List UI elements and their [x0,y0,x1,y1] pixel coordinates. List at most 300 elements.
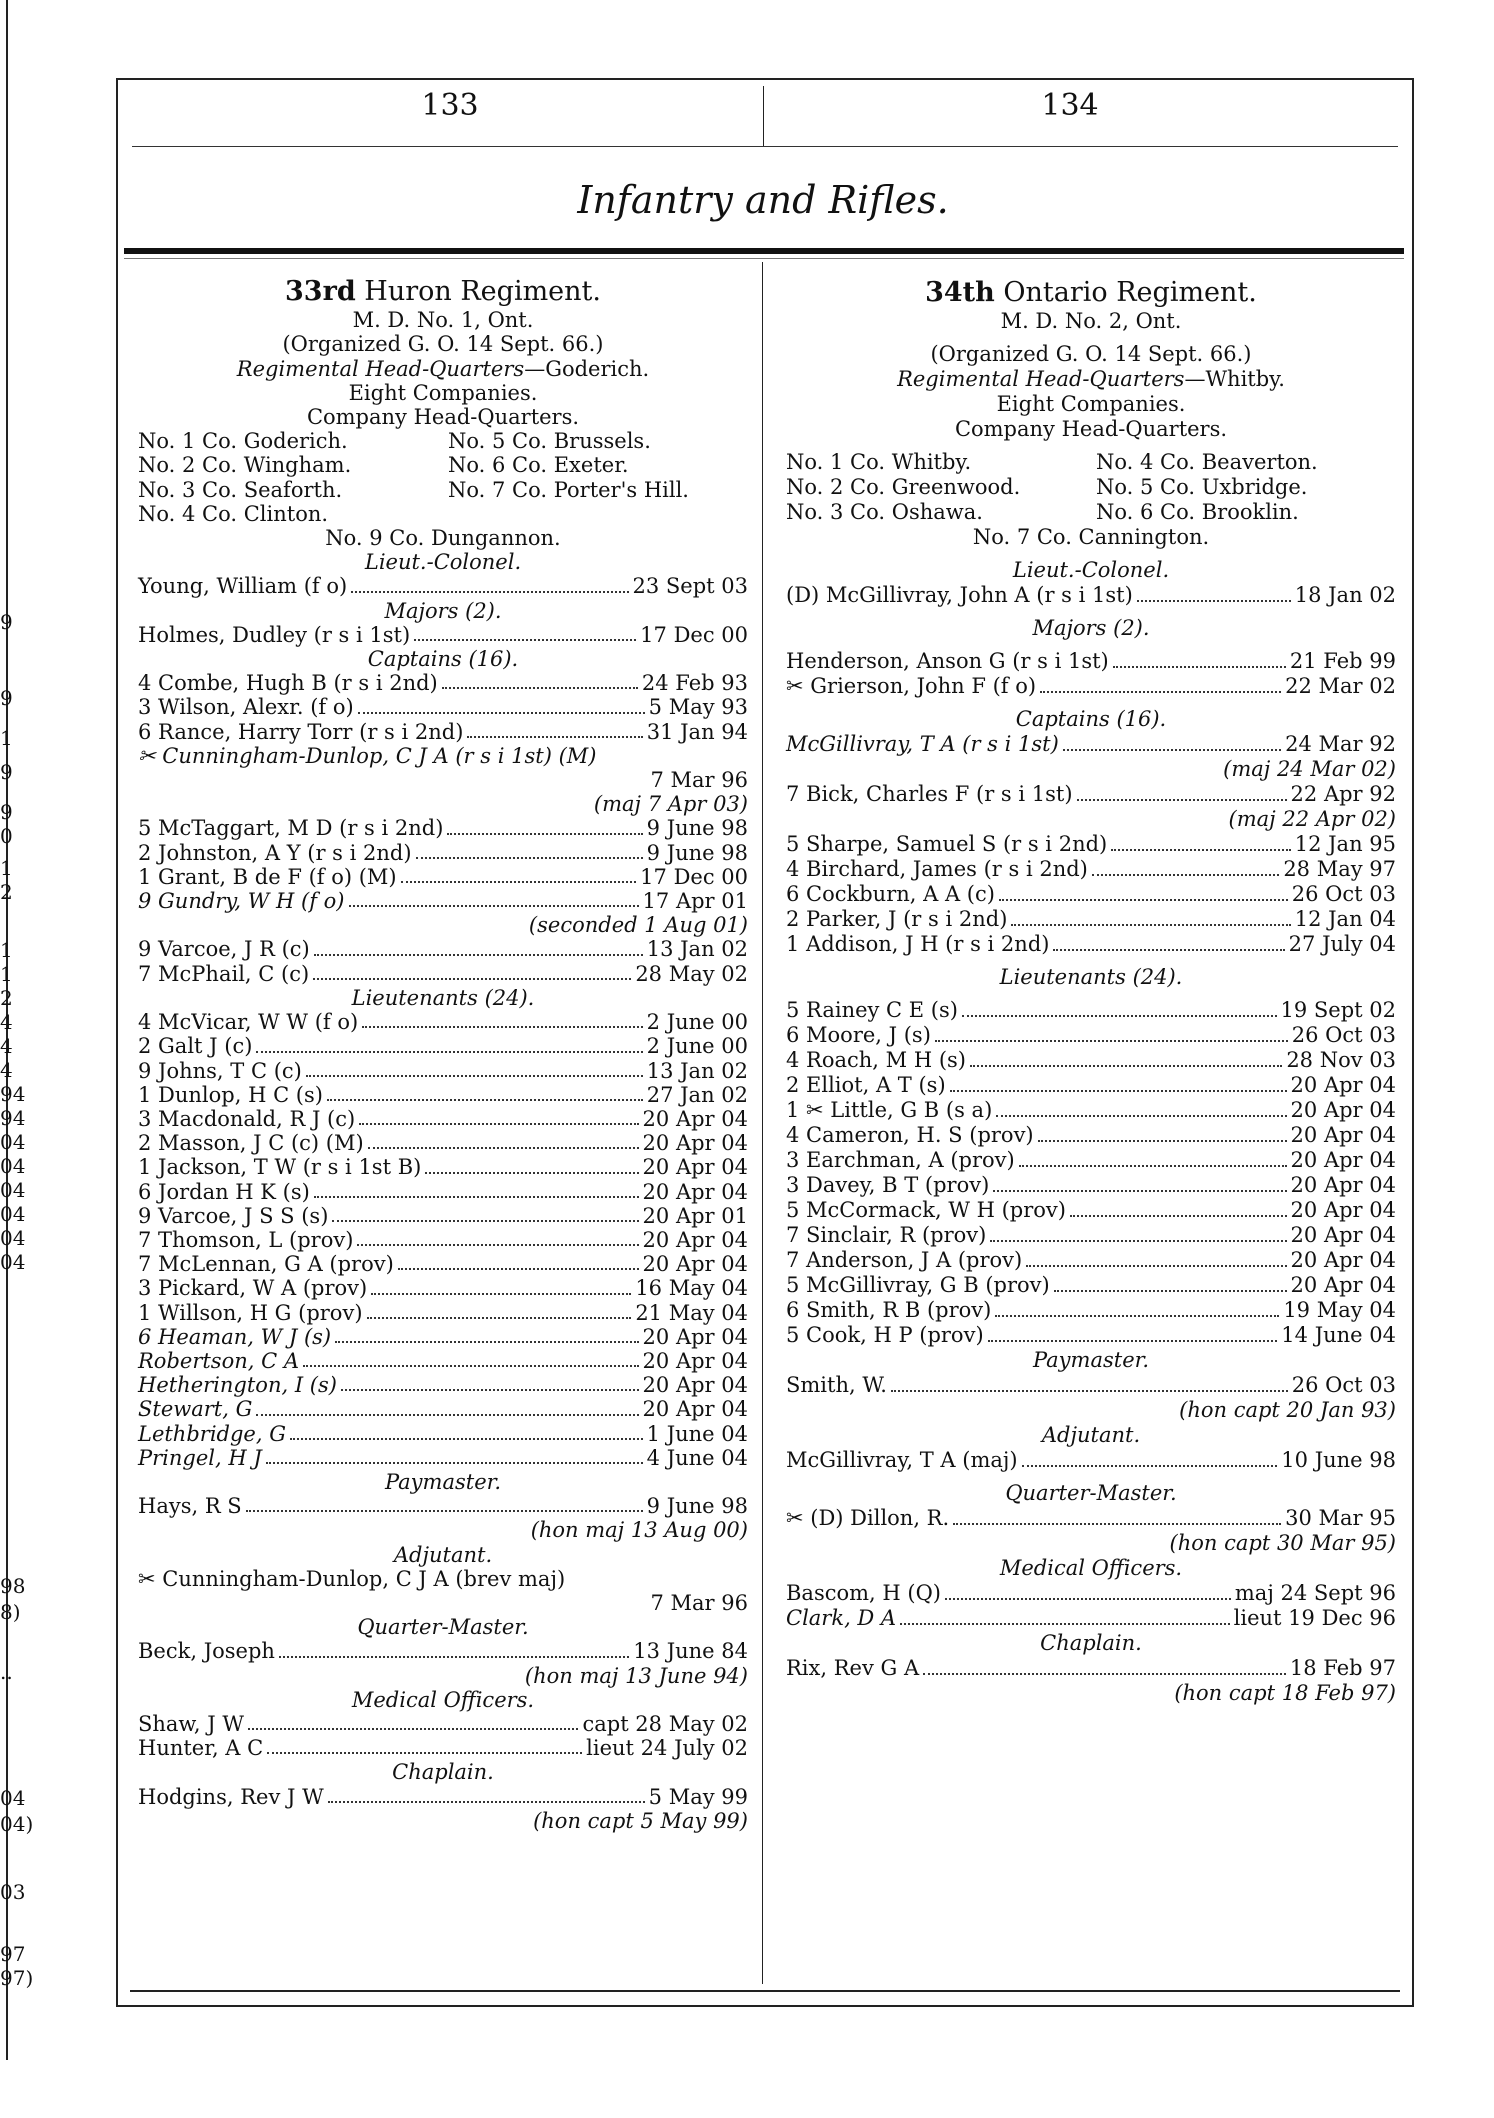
commission-date: 12 Jan 04 [1294,907,1396,931]
commission-date: 20 Apr 04 [642,1397,748,1422]
dot-leader [367,1301,632,1319]
dot-leader [945,1581,1231,1600]
dot-leader [332,1204,638,1222]
officer-entry [138,1107,748,1131]
officer-name: 5 Sharpe, Samuel S (r s i 2nd) [786,832,1108,856]
officer-name: 7 Anderson, J A (prov) [786,1248,1023,1272]
lt-col-heading: Lieut.-Colonel. [364,550,522,575]
officer-entry [786,782,1396,807]
officer-name: 7 McLennan, G A (prov) [138,1252,394,1277]
officer-name: 9 Varcoe, J R (c) [138,937,310,962]
margin-fragment: 4 [0,1058,13,1082]
majors-list [138,623,748,647]
hq-label: Regimental Head-Quarters [897,367,1185,391]
officer-entry [786,583,1396,608]
officer-name: 3 Macdonald, R J (c) [138,1106,356,1131]
dot-leader [970,1048,1282,1067]
officer-name: 6 Smith, R B (prov) [786,1298,992,1322]
company-list [786,450,1396,525]
dot-leader [447,816,642,834]
margin-fragment: 04 [0,1202,26,1226]
dot-leader [266,1446,643,1464]
dot-leader [1019,1148,1287,1167]
officer-name: 2 Parker, J (r s i 2nd) [786,907,1008,931]
commission-date: 13 June 84 [633,1639,748,1664]
commission-date: 20 Apr 04 [1290,1273,1396,1297]
commission-date: 20 Apr 04 [1290,1148,1396,1172]
officer-entry [786,1048,1396,1073]
officer-name: Hunter, A C [138,1736,264,1761]
officer-entry [786,1123,1396,1148]
regiment-number: 34th [925,277,995,308]
seconded-note: (seconded 1 Aug 01) [528,913,748,938]
margin-fragment: 04 [0,1250,26,1274]
officer-name: 9 Gundry, W H (f o) [138,889,345,914]
officer-entry [138,1059,748,1083]
dot-leader [1026,1248,1286,1267]
margin-fragment: .. [0,1660,13,1684]
dot-leader [358,695,645,713]
commission-date: 12 Jan 95 [1294,832,1396,856]
paymaster-heading: Paymaster. [1032,1348,1150,1372]
dot-leader [900,1606,1230,1625]
commission-date: 13 Jan 02 [646,937,748,962]
majors-heading: Majors (2). [1032,616,1150,640]
dot-leader [368,1131,639,1149]
officer-name: 1 Addison, J H (r s i 2nd) [786,932,1050,956]
margin-fragment: 04) [0,1812,34,1836]
officer-entry [138,865,748,889]
captains-list-3 [138,937,748,985]
officer-entry [786,1073,1396,1098]
officer-name: 3 Pickard, W A (prov) [138,1276,368,1301]
officer-name: 1 ✂ Little, G B (s a) [786,1098,993,1122]
officer-entry [138,1712,748,1736]
medical-list [786,1581,1396,1631]
officer-entry [138,1180,748,1204]
company-hq-item: No. 1 Co. Goderich. [138,429,348,454]
margin-fragment: 1 [0,938,13,962]
officer-entry [138,1494,748,1518]
dot-leader [1111,832,1291,851]
dot-leader [248,1712,579,1730]
commission-date: 17 Dec 00 [640,622,748,647]
medical-heading: Medical Officers. [351,1687,535,1712]
dot-leader [303,1349,639,1367]
commission-date: 20 Apr 04 [642,1131,748,1156]
commission-date: lieut 19 Dec 96 [1233,1606,1396,1630]
commission-date: 20 Apr 04 [642,1373,748,1398]
quarter-master-heading: Quarter-Master. [1005,1481,1177,1505]
commission-date: 2 June 00 [646,1034,748,1059]
margin-fragment: 98 [0,1574,26,1598]
company-hq-item: No. 6 Co. Brooklin. [1096,500,1299,524]
commission-date: 21 May 04 [635,1300,748,1325]
commission-date: 20 Apr 04 [642,1324,748,1349]
commission-date: 17 Apr 01 [642,889,748,914]
officer-entry [138,962,748,986]
officer-name: 2 Masson, J C (c) (M) [138,1131,364,1156]
dot-leader [1054,1273,1287,1292]
commission-date: lieut 24 July 02 [586,1736,748,1761]
hq-place: —Goderich. [524,356,650,381]
officer-name: 7 Sinclair, R (prov) [786,1223,987,1247]
officer-name: 7 McPhail, C (c) [138,961,310,986]
commission-date: 26 Oct 03 [1291,1373,1396,1397]
margin-fragment: 0 [0,824,13,848]
officer-entry [786,1273,1396,1298]
adjutant-heading: Adjutant. [1041,1423,1141,1447]
commission-date: 27 Jan 02 [646,1082,748,1107]
commission-date: maj 24 Sept 96 [1234,1581,1396,1605]
company-hq-item: No. 4 Co. Beaverton. [1096,450,1318,474]
dot-leader [1092,857,1279,876]
dot-leader [467,720,642,738]
officer-name: 6 Rance, Harry Torr (r s i 2nd) [138,719,464,744]
section-title: Infantry and Rifles. [577,178,949,222]
captain-entry-2 [786,782,1396,807]
officer-entry [786,832,1396,857]
officer-entry [786,732,1396,757]
officer-entry [138,1301,748,1325]
lieutenants-list [786,998,1396,1348]
officer-name: Bascom, H (Q) [786,1581,941,1605]
captains-heading: Captains (16). [1015,707,1167,731]
margin-fragment: 94 [0,1106,26,1130]
majors-heading: Majors (2). [384,598,502,623]
officer-entry [138,574,748,598]
officer-entry [138,1204,748,1228]
officer-name: 9 Varcoe, J S S (s) [138,1203,329,1228]
officer-name: 5 McTaggart, M D (r s i 2nd) [138,816,444,841]
captain-1-maj: (maj 24 Mar 02) [1223,757,1396,781]
officer-entry [138,1010,748,1034]
officer-name: 7 Thomson, L (prov) [138,1227,354,1252]
officer-entry [786,1606,1396,1631]
commission-date: 24 Mar 92 [1285,732,1396,756]
company-hq-item: No. 4 Co. Clinton. [138,501,329,526]
officer-entry [786,907,1396,932]
officer-entry [786,674,1396,699]
page-number-separator [763,86,764,146]
dot-leader [996,1098,1286,1117]
officer-entry [138,1155,748,1179]
dot-leader [1113,649,1286,668]
officer-name: 6 Heaman, W J (s) [138,1324,332,1349]
left-margin-fragments [0,0,60,2118]
captains-list [786,832,1396,957]
officer-entry [786,932,1396,957]
commission-date: 20 Apr 01 [642,1203,748,1228]
captains-list-2 [138,816,748,913]
officer-name: 5 Cook, H P (prov) [786,1323,984,1347]
dot-leader [416,841,643,859]
officer-entry [138,1228,748,1252]
dot-leader [349,889,639,907]
company-hq-item: No. 3 Co. Seaforth. [138,477,343,502]
chaplain-hon: (hon capt 18 Feb 97) [1174,1681,1396,1705]
cunningham-date: 7 Mar 96 [650,768,748,793]
captain-entry-1 [786,732,1396,757]
company-hq-item: No. 7 Co. Porter's Hill. [448,477,689,502]
chaplain-entry [786,1656,1396,1681]
chaplain-hon: (hon capt 5 May 99) [533,1808,748,1833]
officer-name: 4 McVicar, W W (f o) [138,1010,359,1035]
medical-list [138,1712,748,1760]
officer-name: ✂ Grierson, John F (f o) [786,674,1037,698]
captains-list [138,671,748,744]
commission-date: 20 Apr 04 [642,1348,748,1373]
dot-leader [988,1323,1278,1342]
dot-leader [314,1180,639,1198]
quarter-master-heading: Quarter-Master. [357,1615,529,1640]
margin-fragment: 8) [0,1600,21,1624]
officer-entry [138,816,748,840]
officer-name: Hetherington, I (s) [138,1373,337,1398]
commission-date: 20 Apr 04 [642,1227,748,1252]
lieutenants-list [138,1010,748,1470]
dot-leader [1063,732,1281,751]
dot-leader [442,671,638,689]
officer-name: 1 Willson, H G (prov) [138,1300,363,1325]
officer-entry [138,937,748,961]
company-hq-item: No. 6 Co. Exeter. [448,453,629,478]
commission-date: 31 Jan 94 [646,719,748,744]
margin-fragment: 4 [0,1010,13,1034]
officer-name: Young, William (f o) [138,574,348,599]
margin-fragment: 04 [0,1786,26,1810]
company-hq-item: No. 5 Co. Uxbridge. [1096,475,1308,499]
commission-date: 26 Oct 03 [1291,1023,1396,1047]
thick-rule [124,248,1404,254]
officer-name: 4 Cameron, H. S (prov) [786,1123,1034,1147]
commission-date: 19 May 04 [1283,1298,1396,1322]
officer-entry [786,1506,1396,1531]
lt-col-list [138,574,748,598]
officer-name: 9 Johns, T C (c) [138,1058,302,1083]
margin-fragment: 03 [0,1880,26,1904]
dot-leader [256,1397,638,1415]
commission-date: 20 Apr 04 [1290,1248,1396,1272]
margin-fragment: 1 [0,962,13,986]
officer-name: Smith, W. [786,1373,887,1397]
officer-entry [138,889,748,913]
officer-entry [786,1173,1396,1198]
officer-entry [786,1148,1396,1173]
dot-leader [414,623,636,641]
quarter-master-entry [138,1639,748,1663]
officer-entry [138,720,748,744]
officer-name: Robertson, C A [138,1348,300,1373]
officer-entry [786,998,1396,1023]
commission-date: 20 Apr 04 [642,1106,748,1131]
officer-entry [138,1736,748,1760]
chaplain-entry [138,1785,748,1809]
officer-name: 3 Davey, B T (prov) [786,1173,990,1197]
commission-date: 9 June 98 [646,816,748,841]
company-hq-item: No. 2 Co. Greenwood. [786,475,1021,499]
dot-leader [923,1656,1286,1675]
commission-date: 28 May 97 [1283,857,1396,881]
commission-date: 23 Sept 03 [632,574,748,599]
margin-fragment: 94 [0,1082,26,1106]
adjutant-heading: Adjutant. [393,1542,493,1567]
officer-name: McGillivray, T A (r s i 1st) [786,732,1059,756]
company-last: No. 7 Co. Cannington. [972,525,1210,549]
company-last: No. 9 Co. Dungannon. [325,526,561,551]
dot-leader [401,865,637,883]
dot-leader [962,998,1277,1017]
officer-name: Pringel, H J [138,1445,262,1470]
dot-leader [313,962,631,980]
commission-date: 14 June 04 [1281,1323,1396,1347]
company-hq-item: No. 1 Co. Whitby. [786,450,972,474]
regiment-number: 33rd [285,276,356,307]
officer-name: 6 Cockburn, A A (c) [786,882,995,906]
officer-name: 1 Jackson, T W (r s i 1st B) [138,1155,422,1180]
officer-name: 7 Bick, Charles F (r s i 1st) [786,782,1073,806]
lt-col-list [786,583,1396,608]
officer-entry [138,1422,748,1446]
officer-entry [138,1397,748,1421]
officer-entry [138,1373,748,1397]
commission-date: capt 28 May 02 [582,1711,748,1736]
paymaster-entry [786,1373,1396,1398]
lieutenants-heading: Lieutenants (24). [999,965,1183,989]
commission-date: 20 Apr 04 [1290,1223,1396,1247]
margin-fragment: 4 [0,1034,13,1058]
dot-leader [953,1506,1281,1525]
regimental-hq [138,357,748,381]
officer-entry [138,841,748,865]
dot-leader [1070,1198,1287,1217]
dot-leader [328,1785,645,1803]
commission-date: 18 Feb 97 [1289,1656,1396,1680]
commission-date: 9 June 98 [646,840,748,865]
officer-entry [786,1323,1396,1348]
thin-rule [124,258,1404,259]
dot-leader [256,1034,642,1052]
captains-heading: Captains (16). [367,647,519,672]
chaplain-heading: Chaplain. [1040,1631,1142,1655]
dot-leader [993,1173,1286,1192]
hq-label: Regimental Head-Quarters [236,356,525,381]
officer-entry [786,1023,1396,1048]
commission-date: 1 June 04 [646,1421,748,1446]
header-rule [132,146,1398,147]
officer-name: 2 Johnston, A Y (r s i 2nd) [138,840,412,865]
officer-entry [138,695,748,719]
company-list [138,429,748,526]
regimental-hq [786,367,1396,392]
commission-date: 20 Apr 04 [1290,1073,1396,1097]
officer-entry [786,1656,1396,1681]
commission-date: 4 June 04 [646,1445,748,1470]
margin-fragment: 9 [0,760,13,784]
officer-name: (D) McGillivray, John A (r s i 1st) [786,583,1133,607]
dot-leader [335,1325,638,1343]
dot-leader [935,1023,1288,1042]
officer-name: 4 Birchard, James (r s i 2nd) [786,857,1088,881]
margin-fragment: 97 [0,1942,26,1966]
bottom-rule [130,1990,1400,1992]
quarter-master-hon: (hon capt 30 Mar 95) [1169,1531,1396,1555]
officer-entry [138,1639,748,1663]
adjutant-date: 7 Mar 96 [650,1590,748,1615]
dot-leader [246,1494,643,1512]
cunningham-entry: ✂ Cunningham-Dunlop, C J A (r s i 1st) (M) [138,743,597,768]
commission-date: 5 May 93 [648,695,748,720]
dot-leader [1077,782,1287,801]
officer-name: 2 Elliot, A T (s) [786,1073,946,1097]
commission-date: 24 Feb 93 [641,671,748,696]
dot-leader [314,937,643,955]
dot-leader [327,1083,643,1101]
margin-fragment: 9 [0,686,13,710]
commission-date: 5 May 99 [648,1784,748,1809]
commission-date: 19 Sept 02 [1280,998,1396,1022]
commission-date: 30 Mar 95 [1285,1506,1396,1530]
officer-name: Holmes, Dudley (r s i 1st) [138,622,411,647]
company-hq-item: No. 2 Co. Wingham. [138,453,352,478]
officer-name: Stewart, G [138,1397,253,1422]
officer-entry [786,1448,1396,1473]
paymaster-entry [138,1494,748,1518]
officer-entry [138,1446,748,1470]
company-hq-heading: Company Head-Quarters. [954,417,1228,441]
margin-fragment: 2 [0,986,13,1010]
officer-name: McGillivray, T A (maj) [786,1448,1018,1472]
margin-fragment: 04 [0,1130,26,1154]
officer-entry [786,857,1396,882]
dot-leader [341,1373,639,1391]
officer-name: 1 Grant, B de F (f o) (M) [138,864,397,889]
officer-entry [138,1349,748,1373]
companies-count: Eight Companies. [996,392,1186,416]
organized-note: (Organized G. O. 14 Sept. 66.) [282,332,604,357]
lt-col-heading: Lieut.-Colonel. [1012,558,1170,582]
officer-name: Rix, Rev G A [786,1656,920,1680]
organized-note: (Organized G. O. 14 Sept. 66.) [930,342,1252,366]
quarter-master-hon: (hon maj 13 June 94) [524,1663,748,1688]
dot-leader [891,1373,1288,1392]
officer-name: Hays, R S [138,1494,242,1519]
dot-leader [950,1073,1287,1092]
officer-entry [786,882,1396,907]
military-district: M. D. No. 1, Ont. [352,308,534,333]
cunningham-maj-date: (maj 7 Apr 03) [593,792,748,817]
officer-entry [786,1223,1396,1248]
officer-entry [138,1083,748,1107]
quarter-master-entry [786,1506,1396,1531]
right-page-number: 134 [1041,88,1099,123]
commission-date: 20 Apr 04 [1290,1123,1396,1147]
companies-count: Eight Companies. [348,380,538,405]
dot-leader [306,1059,643,1077]
right-column-34th-regiment [786,277,1396,1706]
margin-fragment: 04 [0,1226,26,1250]
officer-entry [138,1034,748,1058]
officer-name: 5 McGillivray, G B (prov) [786,1273,1050,1297]
regiment-name: Ontario Regiment. [994,277,1257,308]
margin-fragment: 1 [0,726,13,750]
dot-leader [1040,674,1281,693]
adjutant-entry: ✂ Cunningham-Dunlop, C J A (brev maj) [138,1566,566,1591]
dot-leader [359,1107,638,1125]
commission-date: 2 June 00 [646,1010,748,1035]
regiment-title [786,277,1396,308]
officer-name: 3 Earchman, A (prov) [786,1148,1015,1172]
